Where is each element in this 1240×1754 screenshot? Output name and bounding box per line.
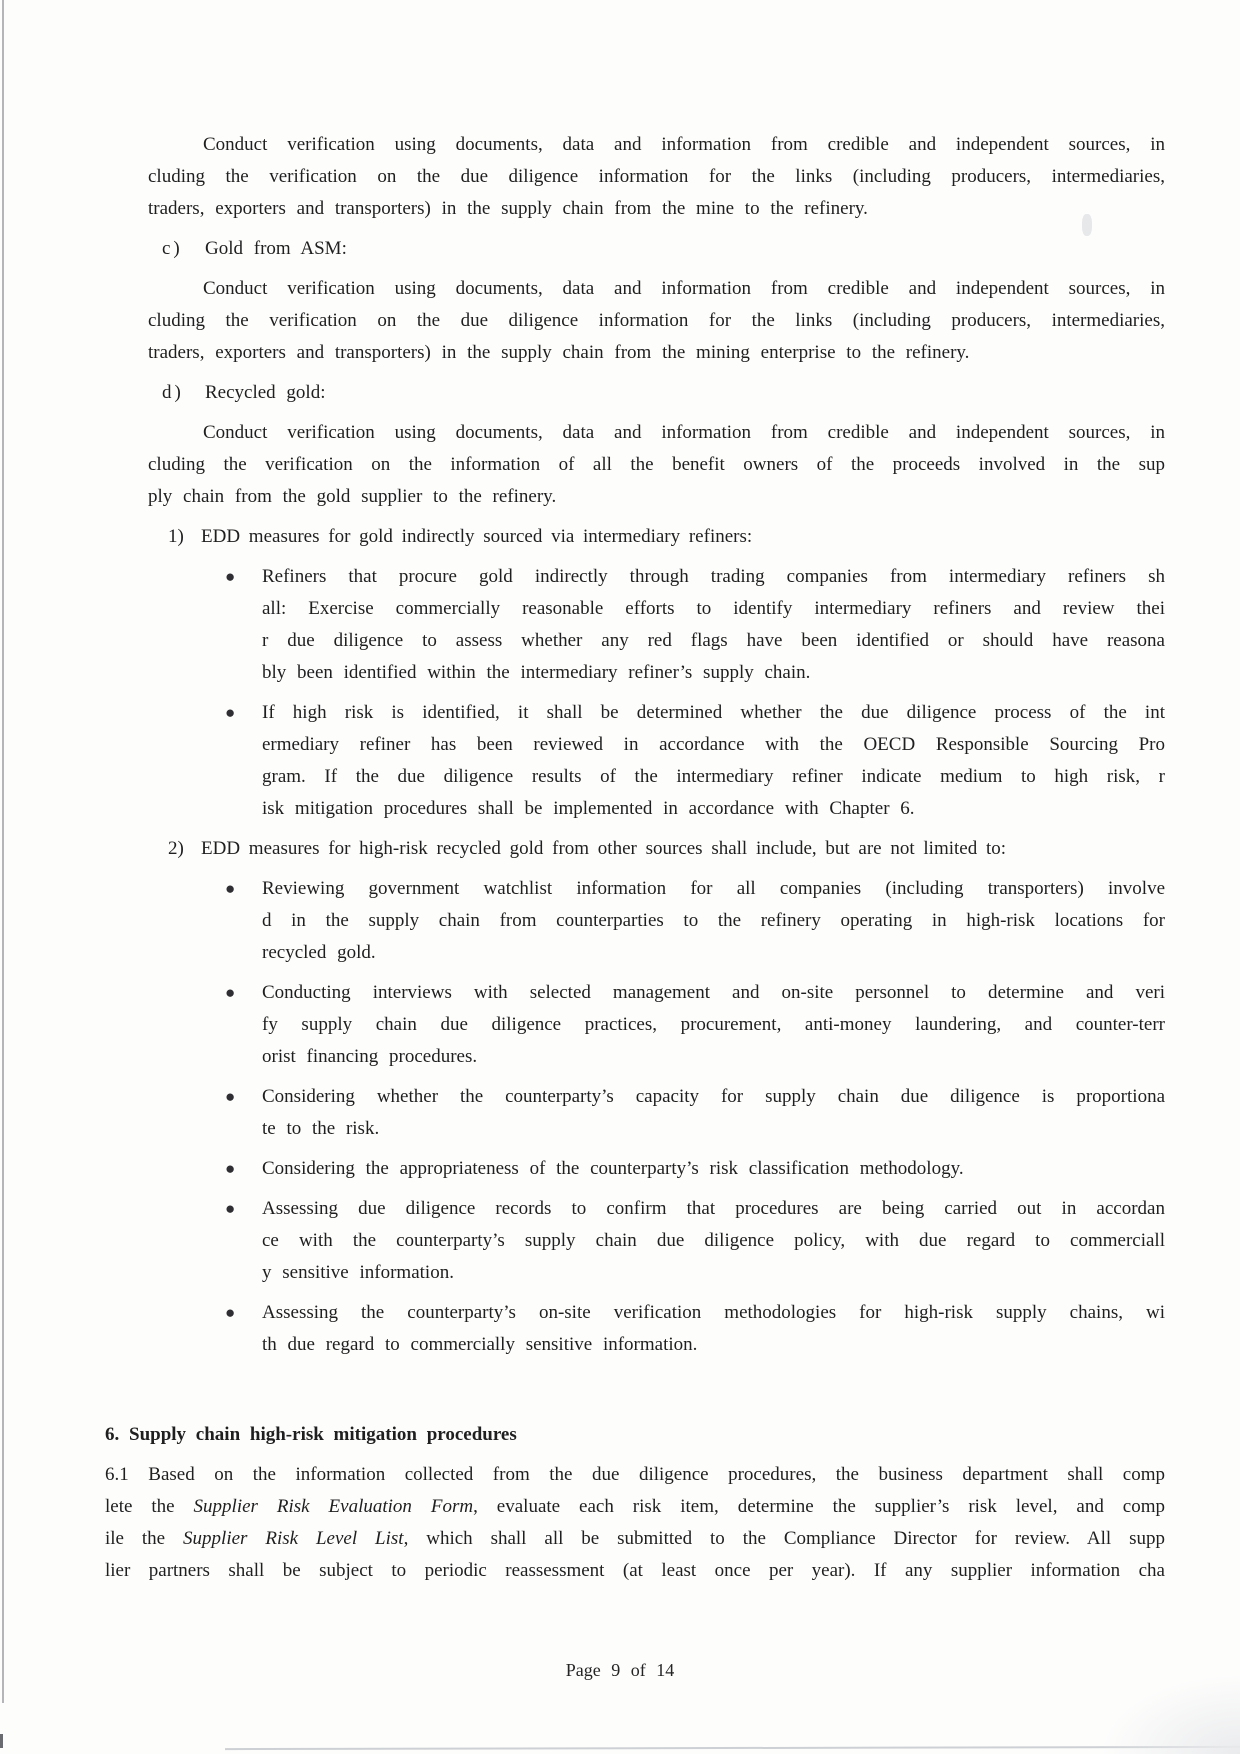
text-line: fy supply chain due diligence practices, procurement, anti-money laundering, and counter-terr bbox=[262, 1014, 1165, 1035]
text-line: If high risk is identified, it shall be determined whether the due diligence process of the int bbox=[262, 702, 1165, 723]
text-line bbox=[105, 1523, 1165, 1555]
text-line: traders, exporters and transporters) in the supply chain from the mining enterprise to the refinery. bbox=[148, 342, 970, 363]
bullet-icon: ● bbox=[225, 1159, 236, 1178]
list-2-label: 2) bbox=[168, 838, 184, 859]
text-line: cluding the verification on the due diligence information for the links (including producers, intermediaries, bbox=[148, 166, 1165, 187]
bullet-icon: ● bbox=[225, 1303, 236, 1322]
bullet-item bbox=[225, 977, 1165, 1073]
text-line: ply chain from the gold supplier to the refinery. bbox=[148, 486, 557, 507]
page-number: Page 9 of 14 bbox=[565, 1660, 675, 1680]
text-line: Considering the appropriateness of the counterparty’s risk classification methodology. bbox=[262, 1158, 964, 1179]
bullet-item bbox=[225, 697, 1165, 825]
scan-edge-line bbox=[2, 0, 4, 1703]
text-line: gram. If the due diligence results of the intermediary refiner indicate medium to high risk, r bbox=[262, 766, 1165, 787]
text-segment: , evaluate each risk item, determine the supplier’s risk level, and comp bbox=[473, 1496, 1165, 1517]
list-2-title: EDD measures for high-risk recycled gold from other sources shall include, but are not limited to: bbox=[201, 838, 1007, 859]
item-d-heading bbox=[162, 377, 1165, 409]
italic-document-title: Supplier Risk Evaluation Form bbox=[193, 1496, 474, 1517]
text-line: recycled gold. bbox=[262, 942, 376, 963]
item-c-title: Gold from ASM: bbox=[205, 238, 347, 259]
list-1-label: 1) bbox=[168, 526, 184, 547]
text-line: th due regard to commercially sensitive information. bbox=[262, 1334, 698, 1355]
bullet-icon: ● bbox=[225, 703, 236, 722]
bullet-text bbox=[262, 561, 1165, 689]
paragraph-verification-recycled bbox=[148, 417, 1165, 513]
text-line: Conduct verification using documents, data and information from credible and independent sources, in bbox=[203, 278, 1165, 299]
item-c-heading bbox=[162, 233, 1165, 265]
document-body bbox=[105, 129, 1165, 1587]
text-line: ce with the counterparty’s supply chain due diligence policy, with due regard to commerciall bbox=[262, 1230, 1165, 1251]
text-line: cluding the verification on the due diligence information for the links (including producers, intermediaries, bbox=[148, 310, 1165, 331]
text-line: Conduct verification using documents, data and information from credible and independent sources, in bbox=[203, 134, 1165, 155]
item-d-title: Recycled gold: bbox=[205, 382, 326, 403]
text-segment: ile the bbox=[105, 1528, 184, 1549]
text-line: Assessing the counterparty’s on-site verification methodologies for high-risk supply chains, wi bbox=[262, 1302, 1165, 1323]
text-line: bly been identified within the intermediary refiner’s supply chain. bbox=[262, 662, 811, 683]
scan-left-tick bbox=[0, 1734, 3, 1748]
list-1-heading bbox=[168, 521, 1165, 553]
bullet-icon: ● bbox=[225, 567, 236, 586]
text-segment: , which shall all be submitted to the Compliance Director for review. All supp bbox=[403, 1528, 1166, 1549]
bullet-item bbox=[225, 873, 1165, 969]
text-line: 6.1 Based on the information collected from the due diligence procedures, the business department shall comp bbox=[105, 1464, 1165, 1485]
bullet-text bbox=[262, 1153, 1165, 1185]
bullet-text bbox=[262, 873, 1165, 969]
text-line: r due diligence to assess whether any red flags have been identified or should have reasona bbox=[262, 630, 1165, 651]
bullet-text bbox=[262, 1297, 1165, 1361]
scan-bottom-line bbox=[225, 1746, 1240, 1750]
text-line: all: Exercise commercially reasonable efforts to identify intermediary refiners and review thei bbox=[262, 598, 1165, 619]
text-line: traders, exporters and transporters) in the supply chain from the mine to the refinery. bbox=[148, 198, 868, 219]
bullet-item bbox=[225, 1193, 1165, 1289]
bullet-icon: ● bbox=[225, 879, 236, 898]
bullet-item bbox=[225, 561, 1165, 689]
bullet-item bbox=[225, 1081, 1165, 1145]
paragraph-verification-asm bbox=[148, 273, 1165, 369]
text-line: Conduct verification using documents, data and information from credible and independent sources, in bbox=[203, 422, 1165, 443]
text-line: ermediary refiner has been reviewed in accordance with the OECD Responsible Sourcing Pro bbox=[262, 734, 1165, 755]
text-line: Considering whether the counterparty’s capacity for supply chain due diligence is proportiona bbox=[262, 1086, 1165, 1107]
text-line bbox=[105, 1491, 1165, 1523]
bullet-icon: ● bbox=[225, 983, 236, 1002]
text-line: cluding the verification on the information of all the benefit owners of the proceeds involved in the sup bbox=[148, 454, 1165, 475]
bullet-icon: ● bbox=[225, 1087, 236, 1106]
text-line: te to the risk. bbox=[262, 1118, 380, 1139]
bullet-item bbox=[225, 1153, 1165, 1185]
italic-document-title: Supplier Risk Level List bbox=[183, 1528, 404, 1549]
scan-corner-shade bbox=[1100, 1674, 1240, 1754]
bullet-item bbox=[225, 1297, 1165, 1361]
list-2-heading bbox=[168, 833, 1165, 865]
bullet-text bbox=[262, 1081, 1165, 1145]
text-line: Reviewing government watchlist information for all companies (including transporters) involve bbox=[262, 878, 1165, 899]
text-line: lier partners shall be subject to periodic reassessment (at least once per year). If any supplier information cha bbox=[105, 1560, 1165, 1581]
section-6-heading: 6. Supply chain high-risk mitigation procedures bbox=[105, 1424, 517, 1445]
list-1-title: EDD measures for gold indirectly sourced via intermediary refiners: bbox=[201, 526, 753, 547]
bullet-text bbox=[262, 1193, 1165, 1289]
text-line: Assessing due diligence records to confirm that procedures are being carried out in accordan bbox=[262, 1198, 1165, 1219]
paragraph-6-1 bbox=[105, 1459, 1165, 1587]
text-line: d in the supply chain from counterparties to the refinery operating in high-risk locations for bbox=[262, 910, 1165, 931]
bullet-text bbox=[262, 697, 1165, 825]
bullet-icon: ● bbox=[225, 1199, 236, 1218]
paragraph-verification-mine bbox=[148, 129, 1165, 225]
text-line: y sensitive information. bbox=[262, 1262, 454, 1283]
text-line: Refiners that procure gold indirectly through trading companies from intermediary refiners sh bbox=[262, 566, 1165, 587]
item-d-label: d) bbox=[162, 382, 184, 403]
item-c-label: c) bbox=[162, 238, 183, 259]
text-line: orist financing procedures. bbox=[262, 1046, 478, 1067]
text-segment: lete the bbox=[105, 1496, 194, 1517]
bullet-text bbox=[262, 977, 1165, 1073]
text-line: Conducting interviews with selected management and on-site personnel to determine and veri bbox=[262, 982, 1165, 1003]
text-line: isk mitigation procedures shall be implemented in accordance with Chapter 6. bbox=[262, 798, 915, 819]
